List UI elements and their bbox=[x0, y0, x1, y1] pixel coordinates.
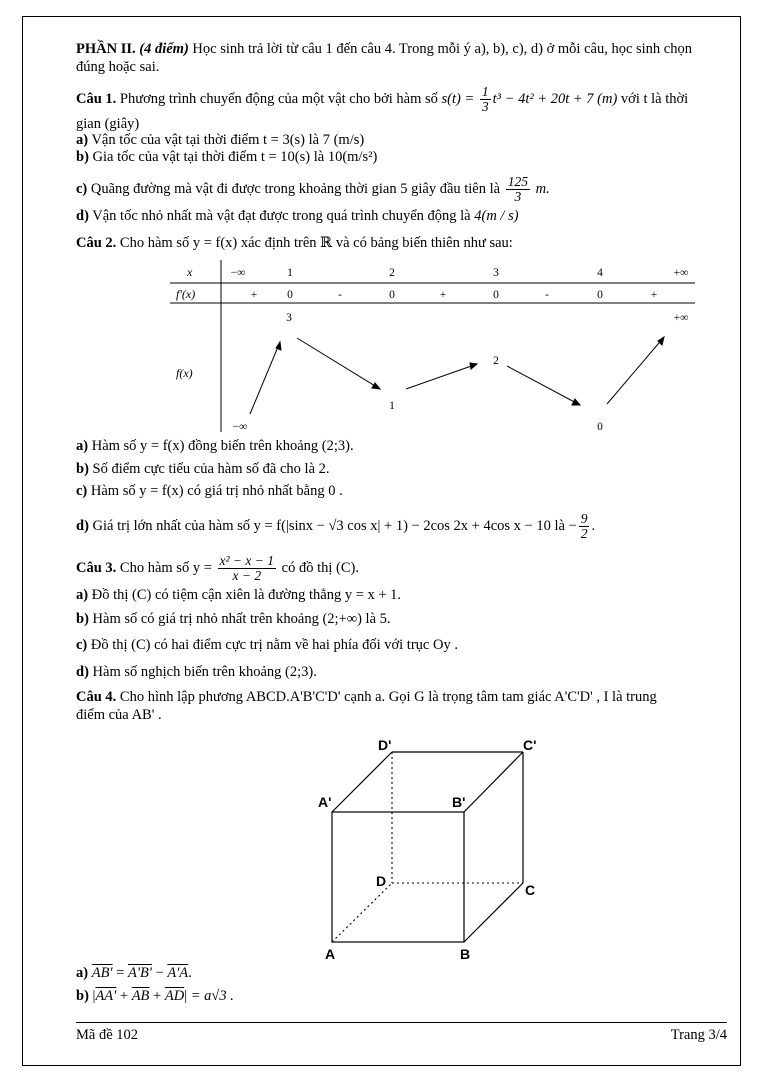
footer-code: Mã đề 102 bbox=[76, 1027, 139, 1043]
part-heading-title: PHẦN II. bbox=[76, 41, 136, 57]
q4-b-label: b) bbox=[76, 988, 89, 1004]
q4-b-abs-close: | bbox=[184, 988, 188, 1004]
q4-a-label: a) bbox=[76, 965, 89, 981]
q1-a-text: Vận tốc của vật tại thời điểm t = 3(s) là 7 (m/s) bbox=[88, 132, 365, 148]
cube-edge bbox=[332, 752, 392, 812]
q1-c-label: c) bbox=[76, 180, 88, 197]
q4-a-vector: A'B' bbox=[127, 965, 152, 981]
table-fprime-label: f'(x) bbox=[176, 287, 196, 301]
footer-page: Trang 3/4 bbox=[670, 1027, 727, 1043]
q2-d-end: . bbox=[591, 517, 596, 534]
q1-b-label: b) bbox=[76, 149, 89, 165]
q4-label: Câu 4. bbox=[76, 689, 117, 705]
q2-text: Cho hàm số y = f(x) xác định trên ℝ và có bảng biến thiên như sau: bbox=[116, 235, 513, 251]
q1-frac-num: 1 bbox=[481, 84, 489, 99]
table-f-label: f(x) bbox=[176, 366, 193, 380]
q3-b-text: Hàm số có giá trị nhỏ nhất trên khoảng (2;+∞) là 5. bbox=[88, 611, 391, 627]
table-f-value: −∞ bbox=[232, 421, 248, 433]
cube-label-a1: A' bbox=[318, 794, 332, 810]
q2-d-text: Giá trị lớn nhất của hàm số y = f(|sinx − √3 cos x| + 1) − 2cos 2x + 4cos x − 10 là − bbox=[88, 517, 577, 534]
part-heading-intro: Học sinh trả lời từ câu 1 đến câu 4. Trong mỗi ý a), b), c), d) ở mỗi câu, học sinh chọn bbox=[188, 41, 692, 57]
q4-b-plus: + bbox=[116, 988, 132, 1004]
q1-func-rhs: t³ − 4t² + 20t + 7 (m) bbox=[492, 90, 618, 107]
footer-rule bbox=[76, 1022, 727, 1023]
table-x-value: 2 bbox=[389, 267, 395, 279]
cube-label-b: B bbox=[460, 946, 471, 962]
table-x-value: 4 bbox=[597, 267, 603, 279]
table-f-value: 1 bbox=[389, 400, 395, 412]
q3-d-label: d) bbox=[76, 664, 89, 680]
q1-text-after: với t là thời bbox=[617, 90, 689, 107]
q1-c-text: Quãng đường mà vật đi được trong khoảng thời gian 5 giây đầu tiên là bbox=[87, 180, 504, 197]
q4-a-minus: − bbox=[151, 965, 168, 981]
q1-text-cont: gian (giây) bbox=[76, 116, 140, 132]
q1-text: Phương trình chuyển động của một vật cho bởi hàm số bbox=[116, 90, 442, 107]
cube-label-c1: C' bbox=[523, 737, 537, 753]
q2-a-text: Hàm số y = f(x) đồng biến trên khoảng (2;3). bbox=[88, 438, 354, 454]
q1-a-label: a) bbox=[76, 132, 89, 148]
q1-c-unit: m. bbox=[531, 180, 550, 197]
q3-frac-den: x − 2 bbox=[232, 568, 262, 583]
q4-a-eq: = bbox=[112, 965, 128, 981]
q4-text-cont: điểm của AB' . bbox=[76, 707, 162, 723]
q3-b-label: b) bbox=[76, 611, 89, 627]
q1-d-label: d) bbox=[76, 208, 89, 224]
table-sign: - bbox=[545, 289, 549, 301]
q1-c-num: 125 bbox=[507, 174, 528, 189]
q3-d-text: Hàm số nghịch biến trên khoảng (2;3). bbox=[88, 664, 317, 680]
q3-a-text: Đồ thị (C) có tiệm cận xiên là đường thẳng y = x + 1. bbox=[88, 587, 402, 603]
table-sign: - bbox=[338, 289, 342, 301]
q4-b-plus: + bbox=[149, 988, 165, 1004]
q2-c-label: c) bbox=[76, 483, 88, 499]
q4-a-end: . bbox=[188, 965, 192, 981]
q2-a-label: a) bbox=[76, 438, 89, 454]
cube-label-d1: D' bbox=[378, 737, 392, 753]
table-x-value: +∞ bbox=[673, 267, 689, 279]
q3-text-before: Cho hàm số y = bbox=[116, 559, 212, 576]
q1-frac-den: 3 bbox=[481, 99, 489, 114]
q4-option-b bbox=[76, 987, 234, 1005]
q2-b-text: Số điểm cực tiểu của hàm số đã cho là 2. bbox=[88, 461, 330, 477]
cube-label-b1: B' bbox=[452, 794, 466, 810]
q3-text-after: có đồ thị (C). bbox=[278, 559, 359, 576]
table-x-value: −∞ bbox=[230, 267, 246, 279]
table-x-value: 1 bbox=[287, 267, 293, 279]
table-sign: 0 bbox=[493, 289, 499, 301]
table-sign: + bbox=[650, 289, 658, 301]
table-f-value: 3 bbox=[286, 312, 292, 324]
q1-c-den: 3 bbox=[514, 189, 522, 204]
q2-d-label: d) bbox=[76, 517, 89, 534]
q4-text: Cho hình lập phương ABCD.A'B'C'D' cạnh a. Gọi G là trọng tâm tam giác A'C'D' , I là trung bbox=[116, 689, 657, 705]
q4-b-abs-open: | bbox=[92, 988, 96, 1004]
q4-a-vector: A'A bbox=[167, 965, 189, 981]
q2-d-num: 9 bbox=[580, 511, 588, 526]
q4-option-a bbox=[76, 964, 192, 982]
cube-face-front bbox=[332, 812, 464, 942]
part-heading-cont: đúng hoặc sai. bbox=[76, 59, 160, 75]
q1-label: Câu 1. bbox=[76, 90, 117, 107]
table-sign: 0 bbox=[287, 289, 293, 301]
q4-b-vector: $\overline{AB}$ bbox=[131, 988, 150, 1004]
q4-a-vector: AB' bbox=[91, 965, 113, 981]
q4-b-vector: AA' bbox=[95, 988, 117, 1004]
q3-c-label: c) bbox=[76, 637, 88, 653]
q3-c-text: Đồ thị (C) có hai điểm cực trị nằm về hai phía đối với trục Oy . bbox=[87, 637, 458, 653]
q3-a-label: a) bbox=[76, 587, 89, 603]
q2-c-text: Hàm số y = f(x) có giá trị nhỏ nhất bằng 0 . bbox=[87, 483, 343, 499]
q1-d-value: 4(m / s) bbox=[474, 208, 519, 224]
q3-label: Câu 3. bbox=[76, 559, 117, 576]
table-sign: + bbox=[439, 289, 447, 301]
q2-b-label: b) bbox=[76, 461, 89, 477]
table-f-value: 0 bbox=[597, 421, 603, 433]
q1-d-text: Vận tốc nhỏ nhất mà vật đạt được trong quá trình chuyển động là bbox=[88, 208, 475, 224]
cube-edge bbox=[464, 883, 523, 942]
cube-label-c: C bbox=[525, 882, 536, 898]
q4-b-vector: $\overline{AD}$ bbox=[164, 988, 185, 1004]
cube-label-d: D bbox=[376, 873, 387, 889]
cube-hidden-edge bbox=[332, 883, 392, 942]
q1-b-text: Gia tốc của vật tại thời điểm t = 10(s) là 10(m/s²) bbox=[88, 149, 378, 165]
cube-label-a: A bbox=[325, 946, 336, 962]
q2-label: Câu 2. bbox=[76, 235, 117, 251]
table-f-value: +∞ bbox=[673, 312, 689, 324]
table-x-value: 3 bbox=[493, 267, 499, 279]
part-heading-points: (4 điểm) bbox=[139, 41, 189, 57]
table-x-label: x bbox=[187, 265, 193, 279]
q1-func-lhs: s(t) = bbox=[441, 90, 475, 107]
table-sign: 0 bbox=[389, 289, 395, 301]
q4-b-end: = a√3 . bbox=[187, 988, 234, 1004]
table-f-value: 2 bbox=[493, 355, 499, 367]
table-sign: 0 bbox=[597, 289, 603, 301]
cube-edge bbox=[464, 752, 523, 812]
q3-frac-num: x² − x − 1 bbox=[219, 553, 275, 568]
q2-d-den: 2 bbox=[580, 526, 588, 541]
table-sign: + bbox=[250, 289, 258, 301]
